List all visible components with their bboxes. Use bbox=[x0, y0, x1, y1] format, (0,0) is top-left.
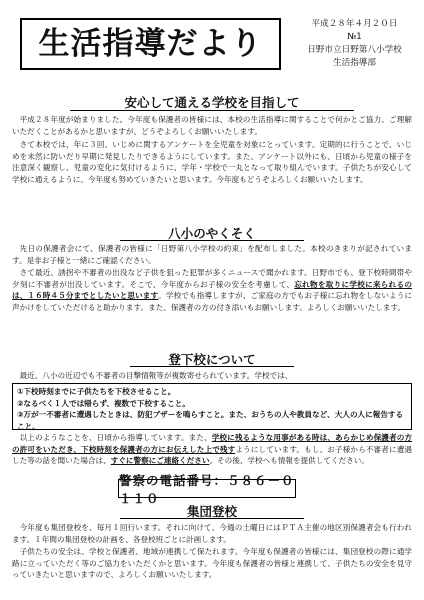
section3-emphasis-2: すぐに警察にご連絡ください bbox=[110, 456, 210, 466]
section4-paragraph1: 今年度も集団登校を、毎月１回行います。それに向けて、今週の土曜日にはＰＴＡ主催の地区別保護者会も行われます。１年間の集団登校の計画を、各登校班ごとに計画します。 bbox=[12, 523, 412, 544]
section2-heading: 八小のやくそく bbox=[168, 226, 256, 241]
school-name: 日野市立日野第八小学校 bbox=[307, 45, 402, 55]
section2-text-b: 。学校でも指導しますが、ご家庭の方でもお子様に忘れ物をしないように声かけをしていただけると助かります。また、保護者の方の付き添いもお願いします。よろしくお願いいたします。 bbox=[12, 291, 413, 312]
department-name: 生活指導部 bbox=[333, 58, 376, 68]
section4-paragraph2: 子供たちの安全は、学校と保護者、地域が連携して保たれます。今年度も保護者の皆様には、集団登校の際に通学路に立っていただく等のご協力をいただくかと思います。今年度も保護者の皆様と連携して、子供たちの安全を見守っていきたいと思いますので、よろしくお願いいたします。 bbox=[12, 547, 412, 580]
section1-heading: 安心して通える学校を目指して bbox=[124, 95, 300, 110]
section2-emphasis: 忘れ物を取りに学校に来られるのは、１６時４５分までとしたいと思います bbox=[12, 279, 413, 301]
issue-info bbox=[292, 18, 417, 70]
section3-intro: 最近、八小の近辺でも不審者の目撃情報等が複数寄せられています。学校では、 bbox=[19, 371, 293, 380]
section3-heading: 登下校について bbox=[168, 352, 256, 367]
section3-underline bbox=[130, 366, 294, 367]
section3-text-a: 以上のようなことを、日頃から指導しています。また、 bbox=[19, 433, 212, 442]
safety-rule-1: ①下校時刻までに子供たちを下校させること。 bbox=[17, 387, 176, 396]
section3-text-c: 。その後、学校へも情報を提供してください。 bbox=[209, 456, 369, 466]
page-title: 生活指導だより bbox=[38, 25, 263, 62]
section1-paragraph2: さて本校では、年に３回、いじめに関するアンケートを全児童を対象にとっています。定期的に行うことで、いじめを未然に防いだり早期に発見したりできるようにしています。また、アンケート以外にも、日頃から児童の様子を注意深く観察し、児童の変化に気付けるように、学年・学校で一丸となって取り組んでいます。子供たちが安心して学校に通えるように、今年度も努めていきたいと思います。今年度もどうぞよろしくお願いいたします。 bbox=[12, 140, 412, 184]
section3-paragraph bbox=[12, 432, 412, 467]
issue-number: №1 bbox=[347, 32, 362, 42]
section2-paragraph2 bbox=[12, 267, 412, 313]
police-phone-box: 警察の電話番号：５８６－０１１０ bbox=[119, 472, 295, 506]
safety-rules-box bbox=[12, 383, 412, 430]
section4-heading: 集団登校 bbox=[186, 504, 237, 519]
section1-paragraph1: 平成２８年度が始まりました。今年度も保護者の皆様には、本校の生活指導に関することで何かとご協力、ご理解いただくことがあるかと思いますが、どうぞよろしくお願いいたします。 bbox=[12, 115, 412, 136]
section3-emphasis-1: 学校に残るような用事がある時は、あらかじめ保護者の方の許可をいただき、下校時刻を保護者の方にお伝えした上で残す bbox=[12, 433, 413, 454]
section2-underline bbox=[120, 240, 304, 241]
title-box bbox=[20, 18, 281, 70]
section2-paragraph1: 先日の保護者会にて、保護者の皆様に「日野第八小学校の約束」を配布しました。本校のきまりが記されています。是非お子様と一緒にご確認ください。 bbox=[12, 244, 412, 265]
safety-rule-3: ③万が一不審者に遭遇したときは、防犯ブザーを鳴らすこと。また、おうちの人や教員など、大人の人に報告すること。 bbox=[17, 410, 404, 431]
issue-date: 平成２８年４月２０日 bbox=[311, 19, 398, 29]
section1-underline bbox=[70, 110, 354, 111]
section3-text-b: ようにしています。もし、お子様から不審者に遭遇した等の話を聞いた場合は、 bbox=[12, 444, 412, 466]
section4-underline bbox=[120, 518, 304, 519]
safety-rule-2: ②なるべく１人では帰らず、複数で下校すること。 bbox=[17, 398, 190, 408]
section2-text-a: さて最近、誘拐や不審者の出没など子供を狙った犯罪が多くニュースで聞かれます。日野市でも、登下校時間帯や夕刻に不審者が出没しています。そこで、今年度からお子様の安全を考慮して、 bbox=[12, 268, 412, 289]
